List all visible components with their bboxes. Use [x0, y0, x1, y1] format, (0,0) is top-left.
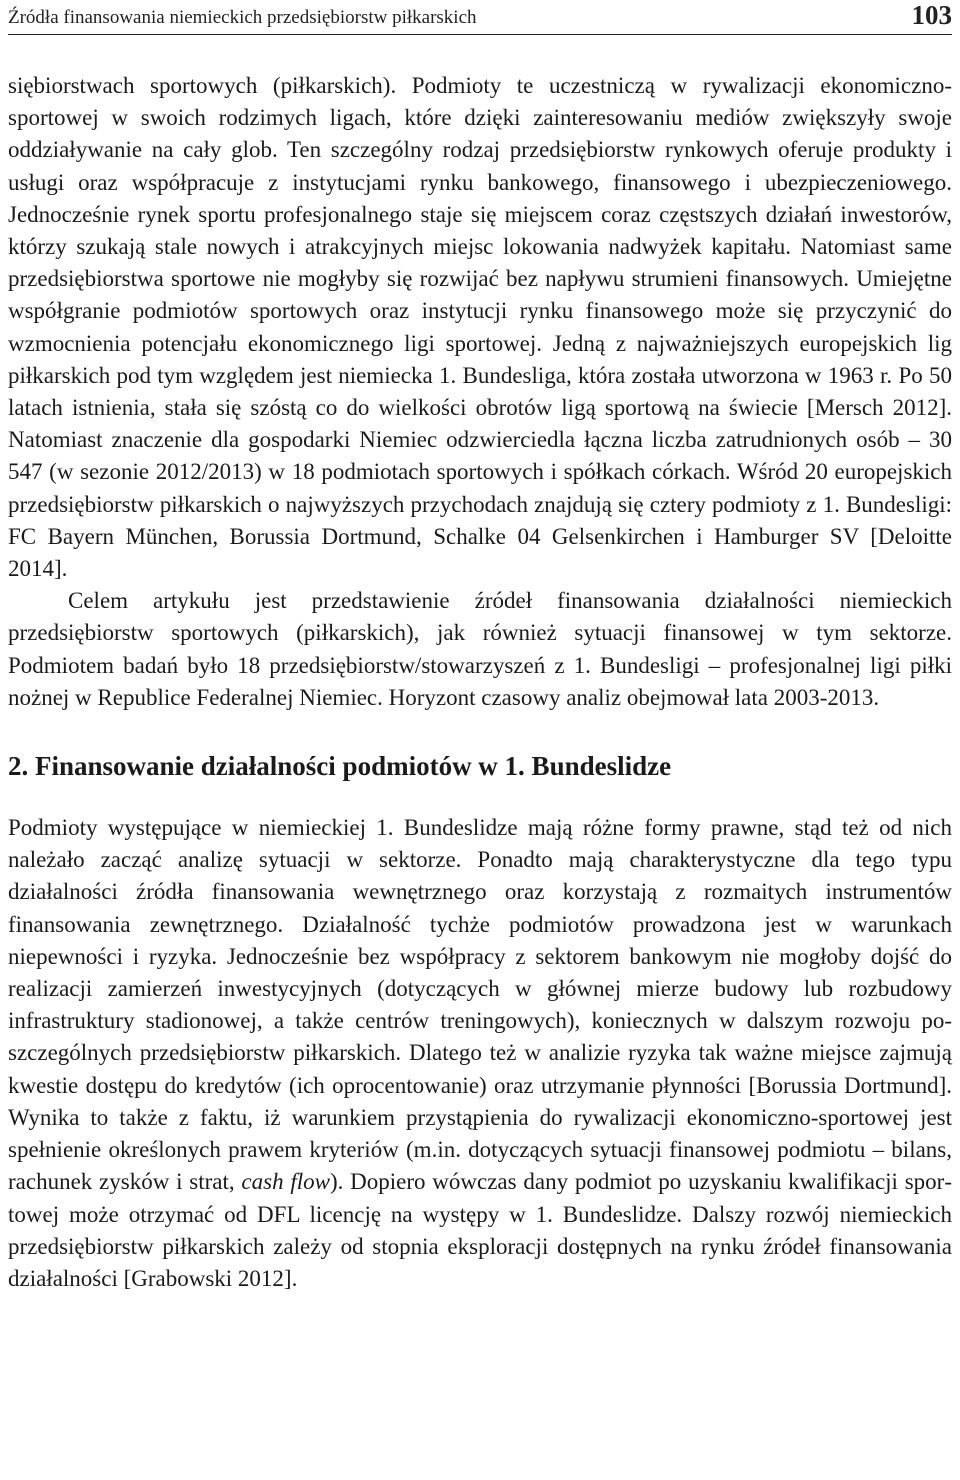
- paragraph-continuation: siębiorstwach sportowych (piłkarskich). Podmioty te uczestniczą w rywalizacji ekonomiczno-sportowej w swoich rodzimych ligach, które dzięki zainteresowaniu mediów zwiększyły swoje oddziaływanie na cały glob. Ten szczególny rodzaj przedsiębiorstw rynkowych oferuje produkty i usługi oraz współpracuje z instytucjami rynku bankowego, finansowego i ubezpieczeniowego. Jednocześnie rynek sportu profesjonalnego staje się miejscem coraz częstszych działań inwestorów, którzy szukają stale nowych i atrakcyjnych miejsc lokowania nadwyżek kapitału. Natomiast same przedsiębiorstwa sportowe nie mogłyby się rozwijać bez napływu strumieni finansowych. Umiejętne współgranie podmiotów sportowych oraz instytucji rynku finansowego może się przyczynić do wzmocnienia potencjału ekonomicznego ligi sportowej. Jedną z najważniejszych europejskich lig piłkarskich pod tym względem jest niemiecka 1. Bundesliga, która została utworzona w 1963 r. Po 50 latach istnienia, stała się szóstą co do wielkości obrotów ligą sportową na świecie [Mersch 2012]. Natomiast znaczenie dla gospodarki Niemiec odzwierciedla łączna liczba zatrudnionych osób – 30 547 (w sezonie 2012/2013) w 18 podmiotach sportowych i spółkach córkach. Wśród 20 europejskich przedsiębiorstw piłkarskich o najwyższych przychodach znajdują się cztery podmioty z 1. Bundesligi: FC Bayern München, Borussia Dortmund, Schalke 04 Gelsenkirchen i Hamburger SV [Deloitte 2014].: [8, 73, 952, 582]
- section-heading: 2. Finansowanie działalności podmiotów w 1. Bundeslidze: [8, 751, 672, 782]
- article-body: [8, 70, 952, 1295]
- paragraph-aim: Celem artykułu jest przedstawienie źródeł finansowania działalności niemieckich przedsiębiorstw sportowych (piłkarskich), jak również sytuacji finansowej w tym sektorze. Podmiotem badań było 18 przedsiębiorstw/stowarzyszeń z 1. Bundesligi – profesjonalnej ligi piłki nożnej w Republice Federalnej Niemiec. Horyzont czasowy analiz obejmował lata 2003-2013.: [8, 588, 952, 710]
- paragraph-text: ). Dopiero wówczas dany podmiot po uzyskaniu kwalifikacji sportowej może otrzymać od DFL licencję na występy w 1. Bundeslidze. Dalszy rozwój niemieckich przedsiębiorstw piłkarskich zależy od stopnia eksploracji dostępnych na rynku źródeł finansowania działalności [Grabowski 2012].: [8, 1169, 953, 1291]
- italic-term: cash flow: [241, 1169, 330, 1195]
- running-title: Źródła finansowania niemieckich przedsiębiorstw piłkarskich: [8, 7, 477, 28]
- paragraph-text: Podmioty występujące w niemieckiej 1. Bundeslidze mają różne formy prawne, stąd też od nich należało zacząć analizę sytuacji w sektorze. Ponadto mają charakterystyczne dla tego typu działalności źródła finansowania wewnętrznego oraz korzystają z rozmaitych instrumentów finansowania zewnętrznego. Działalność tychże podmiotów prowadzona jest w warunkach niepewności i ryzyka. Jednocześnie bez współpracy z sektorem bankowym nie mogłoby dojść do realizacji zamierzeń inwestycyjnych (dotyczących w głównej mierze budowy lub rozbudowy infrastruktury stadionowej, a także centrów treningowych), koniecznych w dalszym rozwoju poszczególnych przedsiębiorstw piłkarskich. Dlatego też w analizie ryzyka tak ważne miejsce zajmują kwestie dostępu do kredytów (ich oprocentowanie) oraz utrzymanie płynności [Borussia Dortmund]. Wynika to także z faktu, iż warunkiem przystąpienia do rywalizacji ekonomiczno-sportowej jest spełnienie określonych prawem kryteriów (m.in. dotyczących sytuacji finansowej podmiotu – bilans, rachunek zysków i strat,: [8, 815, 952, 1195]
- page-number: 103: [911, 0, 952, 30]
- paragraph-financing: [8, 812, 952, 1295]
- running-header: [8, 0, 952, 35]
